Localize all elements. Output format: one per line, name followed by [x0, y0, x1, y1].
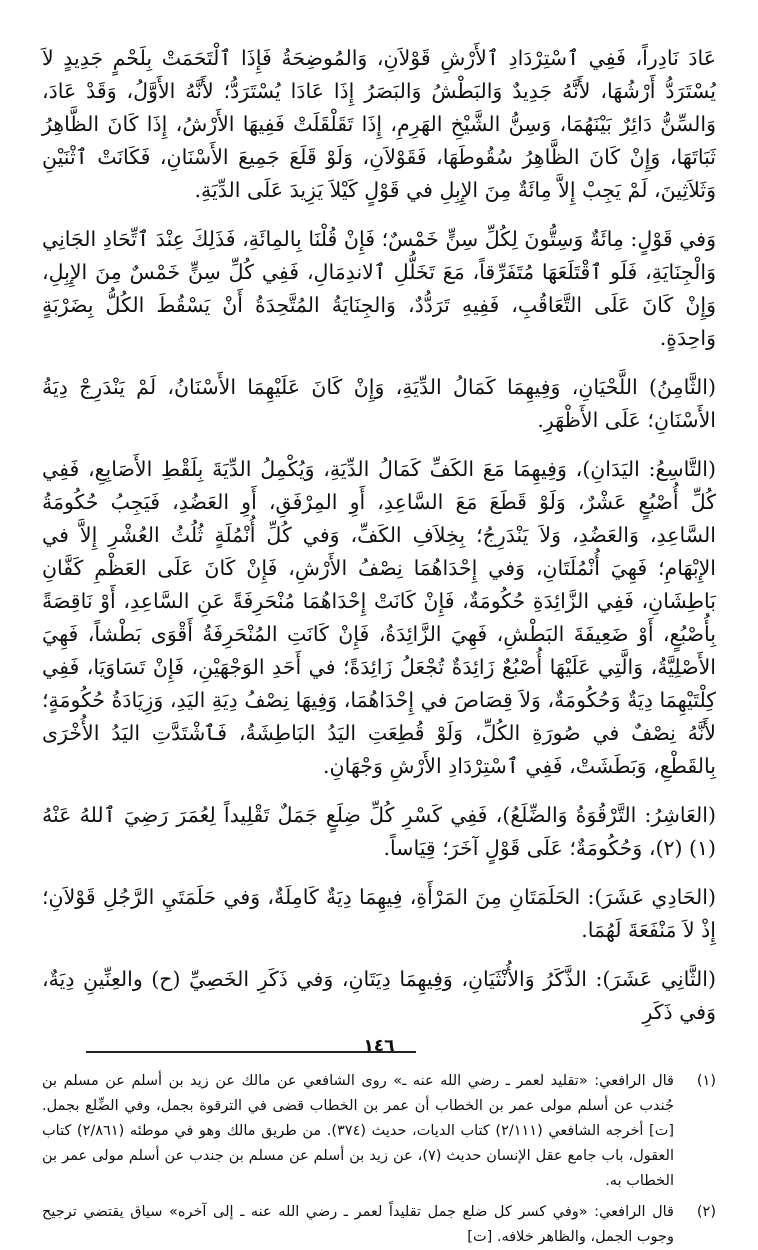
footnote	[42, 1200, 716, 1250]
paragraph: وَفي قَوْلٍ: مِائَةٌ وَسِتُّونَ لِكُلِّ سِنٍّ خَمْسٌ؛ فَإِنْ قُلْنَا بِالمِائَةِ، فَذَلِكَ عِنْدَ ٱتِّحَادِ الجَانِي وَالْجِنَايَةِ، فَلَو ٱقْتَلَعَهَا مُتَفَرِّقاً، مَعَ تَخَلُّلِ ٱلاندِمَالِ، فَفِي كُلِّ سِنٍّ خَمْسٌ مِنَ الإِبِلِ، وَإِنْ كَانَ عَلَى التَّعَاقُبِ، فَفِيهِ تَرَدُّدٌ، وَالجِنَايَةُ المُتَّحِدَةُ أَنْ يَسْقُطَ الكُلُّ بِضَرْبَةٍ وَاحِدَةٍ.	[42, 227, 716, 350]
footnote-number: (١)	[696, 1073, 716, 1089]
footnote-number: (٢)	[696, 1204, 716, 1220]
footnote-text: قال الرافعي: «وفي كسر كل ضلع جمل تقليداً لعمر ـ رضي الله عنه ـ إلى آخره» سياق يقتضي ترجيح وجوب الجمل، والظاهر خلافه. [ت]	[42, 1204, 674, 1245]
footnotes	[42, 1069, 716, 1250]
paragraph: (الثَّانِي عَشَرَ): الذَّكَرُ وَالأُنْثَيَانِ، وَفِيهِمَا دِيَتَانِ، وَفي ذَكَرِ الخَصِيِّ (ح) والعِنِّينِ دِيَةٌ، وَفي ذَكَرِ	[42, 967, 716, 1024]
footnote-text: قال الرافعي: «تقليد لعمر ـ رضي الله عنه ـ» روى الشافعي عن مالك عن زيد بن أسلم عن مسلم بن جُندب عن أسلم مولى عمر بن الخطاب أن عمر بن الخطاب قضى في الترقوة بجمل، وفي الضِّلع بجمل. [ت] أخرجه الشافعي (٢/١١١) كتاب الديات، حديث (٣٧٤). من طريق مالك وهو في موطئه (٢/٨٦١) كتاب العقول، باب جامع عقل الإنسان حديث (٧)، عن زيد بن أسلم عن مسلم بن جندب عن أسلم مولى عمر بن الخطاب به.	[42, 1073, 675, 1189]
paragraph: (العَاشِرُ: التَّرْقُوَةُ وَالضِّلَعُ)، فَفِي كَسْرِ كُلِّ ضِلَعٍ جَمَلٌ تَقْلِيداً لِعُمَرَ رَضِيَ ٱللهُ عَنْهُ (١) (٢)، وَحُكُومَةٌ؛ عَلَى قَوْلٍ آخَرَ؛ قِيَاساً.	[42, 803, 716, 860]
paragraph: (الثَّامِنُ) اللَّحْيَانِ، وَفِيهِمَا كَمَالُ الدِّيَةِ، وَإِنْ كَانَ عَلَيْهِمَا الأَسْنَانُ، لَمْ يَنْدَرِجْ دِيَةُ الأَسْنَانِ؛ عَلَى الأَظْهَرِ.	[42, 375, 716, 432]
paragraph: (التَّاسِعُ: اليَدَانِ)، وَفِيهِمَا مَعَ الكَفِّ كَمَالُ الدِّيَةِ، وَيُكْمِلُ الدِّيَةَ بِلَقْطِ الأَصَابِعِ، فَفِي كُلِّ أُصْبُعٍ عَشْرٌ، وَلَوْ قَطَعَ مَعَ السَّاعِدِ، أَوِ المِرْفَقِ، أَوِ العَضُدِ، فَيَجِبُ حُكُومَةُ السَّاعِدِ، وَالعَضُدِ، وَلاَ يَنْدَرِجُ؛ بِخِلاَفِ الكَفِّ، وَفي كُلِّ أُنْمُلَةٍ ثُلُثُ العُشْرِ إِلاَّ في الإِبْهَامِ؛ فَهِيَ أُنْمُلَتَانِ، وَفي إِحْدَاهُمَا نِصْفُ الأَرْشِ، فَإِنْ كَانَ عَلَى العَظْمِ كَفَّانِ بَاطِشَانِ، فَفِي الزَّائِدَةِ حُكُومَةٌ، فَإِنْ كَانَتْ إِحْدَاهُمَا مُنْحَرِفَةً عَنِ السَّاعِدِ، أَوْ نَاقِصَةً بِأُصْبُعٍ، أَوْ ضَعِيفَةَ البَطْشِ، فَهِيَ الزَّائِدَةُ، فَإِنْ كَانَتِ المُنْحَرِفَةُ أَقْوَى بَطْشاً، فَهِيَ الأَصْلِيَّةُ، وَالَّتِي عَلَيْهَا أُصْبُعٌ زَائِدَةٌ تُجْعَلُ زَائِدَةً؛ في أَحَدِ الوَجْهَيْنِ، فَإِنْ تَسَاوَيَا، فَفِي كِلْتَيْهِمَا دِيَةٌ وَحُكُومَةٌ، وَلاَ قِصَاصَ في إِحْدَاهُمَا، وَفِيهَا نِصْفُ دِيَةِ اليَدِ، وَزِيَادَةُ حُكُومَةٍ؛ لأَنَّهُ نِصْفٌ في صُورَةِ الكُلِّ، وَلَوْ قُطِعَتِ اليَدُ البَاطِشَةُ، فَٱشْتَدَّتِ اليَدُ الأُخْرَى بِالقَطْعِ، وَبَطَشَتْ، فَفِي ٱسْتِرْدَادِ الأَرْشِ وَجْهَانِ.	[42, 457, 716, 778]
paragraph: عَادَ نَادِراً، فَفِي ٱسْتِرْدَادِ ٱلأَرْشِ قَوْلاَنِ، وَالمُوضِحَةُ فَإِذَا ٱلْتَحَمَتْ بِلَحْمٍ جَدِيدٍ لاَ يُسْتَرَدُّ أَرْشُهَا، لأَنَّهُ جَدِيدٌ وَالبَطْشُ وَالبَصَرُ إِذَا عَادَا يُسْتَرَدُّ؛ لأَنَّهُ الأَوَّلُ، وَقَدْ عَادَ، وَالسِّنُّ دَائِرٌ بَيْنَهُمَا، وَسِنُّ الشَّيْخِ الهَرِمِ، إِذَا تَقَلْقَلَتْ فَفِيهَا الأَرْشُ، إِذَا كَانَ الظَّاهِرُ ثَبَاتَهَا، وَإِنْ كَانَ الظَّاهِرُ سُقُوطَهَا، فَقَوْلاَنِ، وَلَوْ قَلَعَ جَمِيعَ الأَسْنَانِ، فَكَانَتْ ٱثْنَيْنِ وَثَلاَثِينَ، لَمْ يَجِبْ إِلاَّ مِائَةٌ مِنَ الإِبِلِ في قَوْلٍ كَيْلاَ يَزِيدَ عَلَى الدِّيَةِ.	[42, 46, 716, 202]
page-number: ١٤٦	[363, 1036, 395, 1056]
footnote	[42, 1069, 716, 1194]
main-text	[42, 42, 716, 1029]
paragraph: (الحَادِي عَشَرَ): الحَلَمَتَانِ مِنَ المَرْأَةِ، فِيهِمَا دِيَةٌ كَامِلَةٌ، وَفي حَلَمَتَيِ الرَّجُلِ قَوْلاَنِ؛ إِذْ لاَ مَنْفَعَةَ لَهُمَا.	[42, 885, 716, 942]
